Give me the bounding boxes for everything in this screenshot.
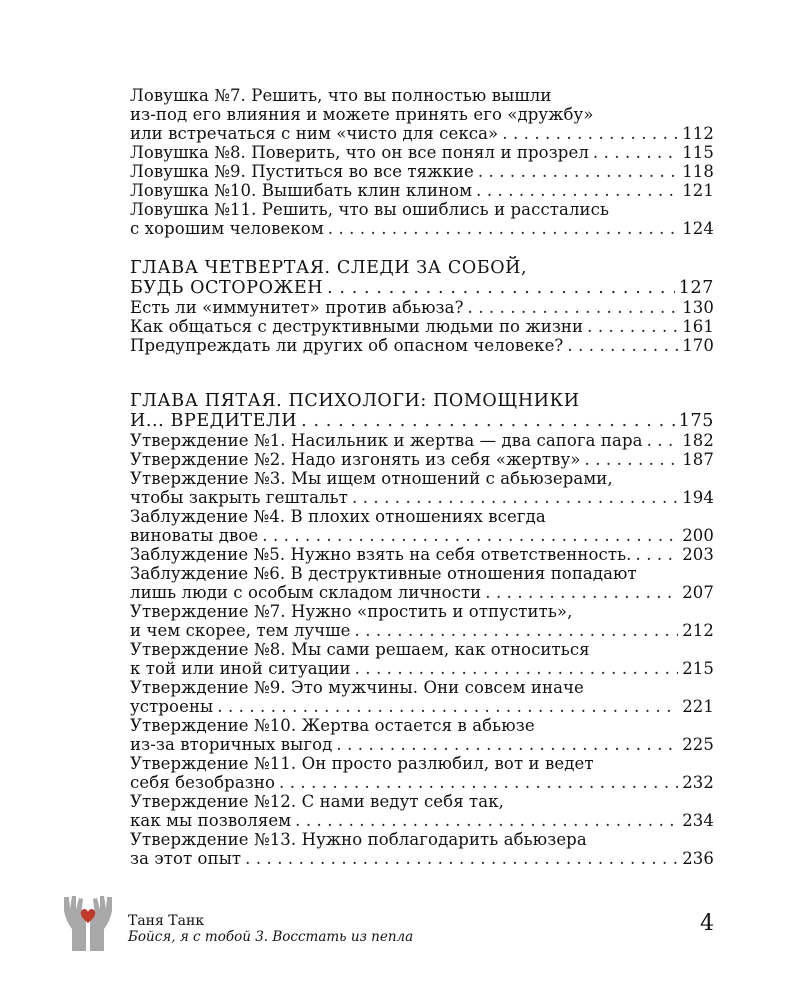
toc-entry-text: Утверждение №10. Жертва остается в абьюзе [130, 716, 535, 735]
dot-leader [301, 411, 675, 431]
toc-entry-text: Заблуждение №5. Нужно взять на себя ответственность. [130, 545, 632, 564]
toc-entry-text: к той или иной ситуации [130, 659, 351, 678]
toc-entry [130, 507, 714, 545]
toc-chapter-4 [130, 258, 714, 355]
toc-entry [130, 754, 714, 792]
toc-entry [130, 143, 714, 162]
toc-line [130, 583, 714, 602]
toc-entry-text: за этот опыт [130, 849, 242, 868]
toc-line [130, 298, 714, 317]
toc-page-number: 161 [682, 317, 714, 336]
toc-entry-text: И... ВРЕДИТЕЛИ [130, 411, 298, 431]
toc-page-number: 194 [682, 488, 714, 507]
dot-leader [328, 219, 678, 238]
toc-line [130, 411, 714, 431]
toc-entry [130, 602, 714, 640]
toc-entry-text: ГЛАВА ПЯТАЯ. ПСИХОЛОГИ: ПОМОЩНИКИ [130, 391, 580, 411]
table-of-contents [130, 86, 714, 868]
toc-line [130, 124, 714, 143]
toc-chapter-5 [130, 391, 714, 868]
dot-leader [567, 336, 678, 355]
toc-entry-text: чтобы закрыть гештальт [130, 488, 348, 507]
dot-leader [476, 181, 678, 200]
dot-leader [355, 621, 679, 640]
toc-entry-text: Как общаться с деструктивными людьми по жизни [130, 317, 584, 336]
toc-entry-text: с хорошим человеком [130, 219, 324, 238]
toc-page-number: 234 [682, 811, 714, 830]
toc-line [130, 621, 714, 640]
toc-entry-text: Есть ли «иммунитет» против абьюза? [130, 298, 464, 317]
toc-entry [130, 450, 714, 469]
toc-entry-text: Ловушка №7. Решить, что вы полностью вышли [130, 86, 552, 105]
dot-leader [585, 450, 679, 469]
dot-leader [245, 849, 678, 868]
toc-line [130, 678, 714, 697]
toc-line [130, 105, 714, 124]
toc-entry-text: Утверждение №3. Мы ищем отношений с абьюзерами, [130, 469, 613, 488]
toc-entry-text: себя безобразно [130, 773, 275, 792]
toc-line [130, 391, 714, 411]
toc-line [130, 640, 714, 659]
toc-entry [130, 317, 714, 336]
dot-leader [468, 298, 679, 317]
toc-entry-text: лишь люди с особым складом личности [130, 583, 482, 602]
dot-leader [355, 659, 679, 678]
toc-line [130, 181, 714, 200]
toc-page-number: 121 [682, 181, 714, 200]
toc-line [130, 317, 714, 336]
toc-line [130, 564, 714, 583]
toc-entry-text: из-под его влияния и можете принять его «дружбу» [130, 105, 594, 124]
toc-line [130, 488, 714, 507]
toc-entry-text: или встречаться с ним «чисто для секса» [130, 124, 499, 143]
toc-page-number: 232 [682, 773, 714, 792]
page-number: 4 [700, 911, 714, 936]
toc-page-number: 225 [682, 735, 714, 754]
toc-page-number: 221 [682, 697, 714, 716]
chapter-heading [130, 391, 714, 431]
toc-entry [130, 469, 714, 507]
toc-entry-text: и чем скорее, тем лучше [130, 621, 351, 640]
toc-page-number: 203 [682, 545, 714, 564]
toc-line [130, 526, 714, 545]
toc-entry [130, 792, 714, 830]
toc-line [130, 697, 714, 716]
toc-line [130, 86, 714, 105]
toc-line [130, 602, 714, 621]
toc-entry [130, 545, 714, 564]
toc-page-number: 236 [682, 849, 714, 868]
toc-entry-text: Ловушка №9. Пуститься во все тяжкие [130, 162, 474, 181]
dot-leader [647, 431, 679, 450]
toc-entry-text: ГЛАВА ЧЕТВЕРТАЯ. СЛЕДИ ЗА СОБОЙ, [130, 258, 528, 278]
toc-entry-text: Утверждение №1. Насильник и жертва — два сапога пара [130, 431, 643, 450]
toc-line [130, 830, 714, 849]
toc-line [130, 716, 714, 735]
toc-page-number: 118 [682, 162, 714, 181]
toc-line [130, 143, 714, 162]
toc-entry-text: Предупреждать ли других об опасном человеке? [130, 336, 564, 355]
toc-line [130, 258, 714, 278]
dot-leader [217, 697, 678, 716]
dot-leader [262, 526, 678, 545]
book-title: Бойся, я с тобой 3. Восстать из пепла [128, 929, 414, 945]
toc-line [130, 162, 714, 181]
toc-entry-text: как мы позволяем [130, 811, 292, 830]
dot-leader [587, 317, 678, 336]
dot-leader [295, 811, 678, 830]
toc-line [130, 431, 714, 450]
toc-page-number: 175 [678, 411, 714, 431]
toc-line [130, 469, 714, 488]
toc-line [130, 200, 714, 219]
toc-entry-text: Утверждение №13. Нужно поблагодарить абьюзера [130, 830, 587, 849]
toc-page-number: 187 [682, 450, 714, 469]
toc-line [130, 735, 714, 754]
dot-leader [327, 278, 675, 298]
toc-line [130, 792, 714, 811]
toc-page-number: 127 [678, 278, 714, 298]
toc-entry [130, 200, 714, 238]
toc-entry-text: Утверждение №7. Нужно «простить и отпустить», [130, 602, 573, 621]
toc-entry-text: Утверждение №11. Он просто разлюбил, вот и ведет [130, 754, 594, 773]
toc-entry [130, 162, 714, 181]
toc-entry [130, 298, 714, 317]
toc-entry-text: Заблуждение №6. В деструктивные отношения попадают [130, 564, 637, 583]
dot-leader [279, 773, 678, 792]
toc-line [130, 219, 714, 238]
toc-page-number: 207 [682, 583, 714, 602]
toc-line [130, 336, 714, 355]
toc-page-number: 112 [682, 124, 714, 143]
toc-entry-text: Утверждение №2. Надо изгонять из себя «жертву» [130, 450, 581, 469]
page-footer [60, 893, 720, 953]
toc-line [130, 849, 714, 868]
dot-leader [502, 124, 678, 143]
toc-page-number: 124 [682, 219, 714, 238]
toc-page-number: 212 [682, 621, 714, 640]
toc-entry-text: Заблуждение №4. В плохих отношениях всегда [130, 507, 546, 526]
chapter-heading [130, 258, 714, 298]
toc-entry-text: Ловушка №11. Решить, что вы ошиблись и расстались [130, 200, 610, 219]
toc-entry [130, 716, 714, 754]
toc-entry-text: Утверждение №8. Мы сами решаем, как относиться [130, 640, 590, 659]
toc-page-number: 200 [682, 526, 714, 545]
toc-entry [130, 181, 714, 200]
toc-line [130, 450, 714, 469]
toc-line [130, 773, 714, 792]
toc-entry-text: из-за вторичных выгод [130, 735, 333, 754]
toc-page-number: 170 [682, 336, 714, 355]
hands-heart-icon [60, 893, 116, 953]
toc-entry-text: виноваты двое [130, 526, 259, 545]
toc-entry [130, 336, 714, 355]
dot-leader [336, 735, 678, 754]
toc-entry [130, 564, 714, 602]
toc-page-number: 182 [682, 431, 714, 450]
toc-section-traps [130, 86, 714, 238]
dot-leader [478, 162, 678, 181]
toc-line [130, 754, 714, 773]
toc-line [130, 278, 714, 298]
toc-entry-text: Ловушка №10. Вышибать клин клином [130, 181, 473, 200]
toc-page-number: 130 [682, 298, 714, 317]
dot-leader [636, 545, 679, 564]
toc-entry [130, 830, 714, 868]
toc-entry [130, 640, 714, 678]
toc-entry [130, 678, 714, 716]
toc-entry-text: устроены [130, 697, 214, 716]
dot-leader [352, 488, 678, 507]
toc-entry [130, 431, 714, 450]
toc-entry-text: Утверждение №9. Это мужчины. Они совсем иначе [130, 678, 584, 697]
toc-page-number: 215 [682, 659, 714, 678]
dot-leader [593, 143, 678, 162]
toc-line [130, 507, 714, 526]
toc-line [130, 811, 714, 830]
dot-leader [485, 583, 678, 602]
toc-entry [130, 86, 714, 143]
toc-line [130, 545, 714, 564]
author-name: Таня Танк [128, 913, 205, 929]
toc-entry-text: БУДЬ ОСТОРОЖЕН [130, 278, 324, 298]
toc-line [130, 659, 714, 678]
toc-entry-text: Ловушка №8. Поверить, что он все понял и прозрел [130, 143, 589, 162]
toc-entry-text: Утверждение №12. С нами ведут себя так, [130, 792, 504, 811]
toc-page-number: 115 [682, 143, 714, 162]
